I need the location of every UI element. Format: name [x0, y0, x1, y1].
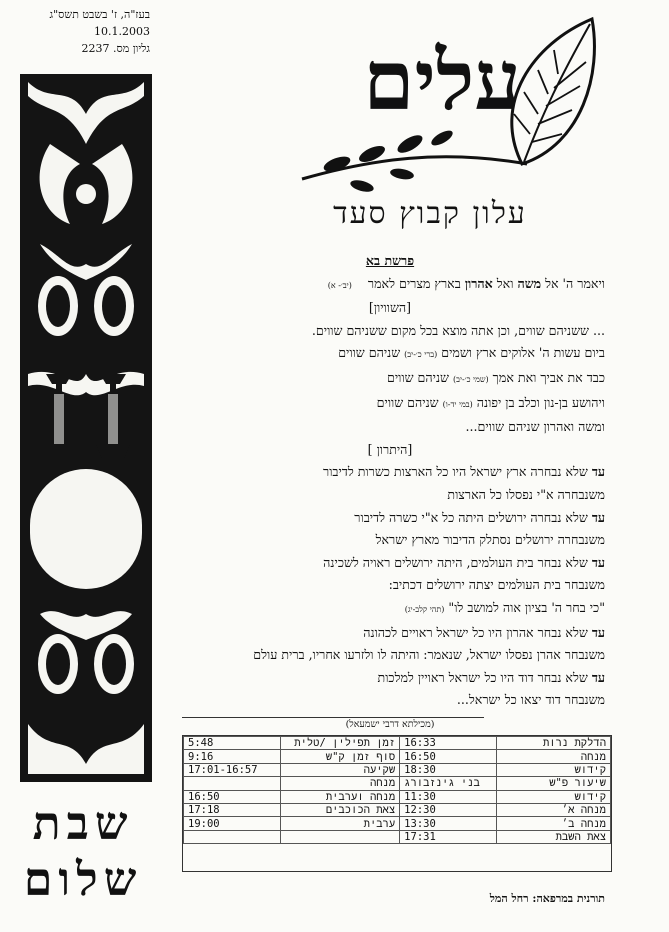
time-label-cell: מנחה א׳	[496, 803, 610, 816]
text-line: ויהושע בן-נון וכלב בן יפונה (במי יד-ו) שניהם שווים	[376, 394, 605, 410]
duty-credit: תורנית במרפאה: רחל המל	[489, 892, 605, 905]
time-label-cell: שיעור פ"ש	[496, 777, 610, 790]
time-value-cell: 13:30	[400, 817, 497, 830]
text-line: משנבחרה א"י נפסלו כל הארצות	[447, 486, 605, 502]
time-value-cell: 16:50	[184, 790, 281, 803]
shabbat-word: שבת	[32, 796, 134, 850]
text-line: ומשה ואהרון שניהם שווים...	[465, 419, 605, 435]
text-line: עד שלא נבחר דוד היו כל ישראל ראויין למלכות	[377, 669, 605, 685]
divider	[182, 717, 484, 718]
parasha-heading: פרשת בא	[365, 253, 415, 268]
time-value-cell: 5:48	[184, 737, 281, 750]
time-value-cell: 12:30	[400, 803, 497, 816]
shabbat-shalom-block	[8, 795, 158, 907]
article-body	[175, 250, 605, 736]
time-label-cell: קידוש	[496, 763, 610, 776]
table-row	[184, 790, 611, 803]
time-value-cell: 11:30	[400, 790, 497, 803]
text-line: משנבחר אהרן נפסלו ישראל, שנאמר: והיתה לו ולזרעו אחריו, ברית עולם	[253, 647, 605, 663]
logo-title: עלים	[363, 33, 521, 129]
gregorian-date: 10.1.2003	[94, 25, 150, 38]
text-line: "כי בחר ה' בציון אוה למושב לו" (תהי קלב-יג)	[404, 599, 605, 615]
section-advantage: [היתרון ]	[367, 441, 413, 457]
text-line: משנבחרה ירושלים נסתלק הדיבור מארץ ישראל	[375, 532, 605, 548]
time-value-cell: 17:18	[184, 803, 281, 816]
newsletter-subtitle: עלון קבוץ סעד	[333, 196, 527, 231]
time-label-cell: מנחה וערבית	[280, 790, 399, 803]
text-line: עד שלא נבחרה ארץ ישראל היו כל הארצות כשרות לדיבור	[323, 464, 605, 480]
time-value-cell: 16:33	[400, 737, 497, 750]
time-value-cell: 19:00	[184, 817, 281, 830]
time-label-cell: הדלקת נרות	[496, 737, 610, 750]
source-citation: (מכילתא דרבי ישמעאל)	[345, 718, 435, 730]
time-label-cell: קידוש	[496, 790, 610, 803]
time-label-cell: סוף זמן ק"ש	[280, 750, 399, 763]
table-row	[184, 737, 611, 750]
time-label-cell: זמן תפילין /טלית	[280, 737, 399, 750]
time-value-cell: 9:16	[184, 750, 281, 763]
table-row	[184, 777, 611, 790]
time-value-cell	[184, 830, 281, 843]
text-line: ... ששניהם שווים, וכן אתה מוצא בכל מקום ששניהם שווים.	[311, 322, 605, 338]
table-row	[184, 830, 611, 843]
issue-number: גליון מס. 2237	[81, 42, 150, 55]
issue-header	[10, 6, 150, 57]
shalom-word: שלום	[23, 852, 143, 906]
hebrew-date: בעז"ה, ז' בשבט תשס"ג	[49, 8, 150, 21]
time-label-cell: ערבית	[280, 817, 399, 830]
verse-line: ויאמר ה' אל משה ואל אהרון בארץ מצרים לאמר (יב׳- א)	[327, 275, 605, 291]
prayer-times-table	[182, 735, 612, 872]
time-value-cell: 17:31	[400, 830, 497, 843]
text-line: משנבחר דוד יצאו כל ישראל...	[456, 692, 605, 708]
time-label-cell: צאת השבת	[496, 830, 610, 843]
time-label-cell: שקיעה	[280, 763, 399, 776]
leaf-logo-icon	[292, 14, 612, 204]
table-row	[184, 803, 611, 816]
time-value-cell: 18:30	[400, 763, 497, 776]
time-value-cell	[184, 777, 281, 790]
text-line: עד שלא נבחר בית העולמים, היתה ירושלים ראויה לשכינה	[323, 554, 605, 570]
time-label-cell	[280, 830, 399, 843]
text-line: משנבחר בית העולמים יצתה ירושלים דכתיב:	[388, 577, 605, 593]
section-equality: [השוויון]	[368, 300, 412, 316]
text-line: עד שלא נבחר אהרון היו כל ישראל ראויים לכהונה	[363, 624, 605, 640]
text-line: כבד את אביך ואת אמך (שמי כ׳-יב) שניהם שווים	[387, 369, 605, 385]
time-value-cell: 17:01-16:57	[184, 763, 281, 776]
papercut-ornament-icon	[20, 74, 152, 782]
time-label-cell: צאת הכוכבים	[280, 803, 399, 816]
text-line: עד שלא נבחרה ירושלים היתה כל א"י כשרה לדיבור	[354, 509, 605, 525]
time-label-cell: מנחה	[496, 750, 610, 763]
text-line: ביום עשות ה' אלוקים ארץ ושמים (ברי כ׳-יב) שניהם שווים	[338, 345, 605, 361]
table-row	[184, 817, 611, 830]
newsletter-logo	[292, 14, 612, 204]
time-value-cell: 16:50	[400, 750, 497, 763]
time-label-cell: מנחה	[280, 777, 399, 790]
table-row	[184, 750, 611, 763]
table-row	[184, 763, 611, 776]
decorative-sidebar	[20, 74, 152, 782]
time-value-cell: בני גינזבורג	[400, 777, 497, 790]
time-label-cell: מנחה ב׳	[496, 817, 610, 830]
